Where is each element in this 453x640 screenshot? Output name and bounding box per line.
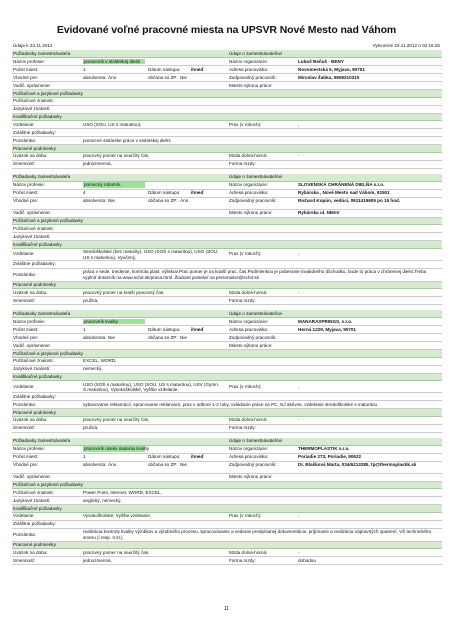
profession-row bbox=[12, 318, 442, 326]
profession-value: pracovník kvality bbox=[83, 319, 145, 325]
license-row bbox=[12, 474, 442, 482]
contract-value: pracovný pomer na neurčitý čas, bbox=[83, 549, 150, 555]
note-value: realizácia kontroly kvality výrobkov a výrobného procesu, spracovávanie a vedenie predpísanej dokumentácie, príjímanie a realizácia nápravných opatrení, VŠ technického smeru (i resp. II.st.) bbox=[83, 529, 432, 540]
special-row bbox=[12, 129, 442, 137]
pay-form-label: Forma mzdy: bbox=[229, 425, 256, 431]
count-row bbox=[12, 326, 442, 334]
pay-form-value: dohodou bbox=[298, 557, 316, 563]
count-row bbox=[12, 454, 442, 462]
special-label: Zvláštne požiadavky: bbox=[13, 521, 56, 527]
shift-row bbox=[12, 557, 442, 565]
language-label: Jazykové znalosti: bbox=[13, 497, 51, 503]
note-value: práca v sede, triedenie, kontrola plast. výliskov.Prac pomer je na kratší prac. čas.Podmienkou je poberanie invalidného dôchodku, bude to práca v chránenej dielni.Treba vyplniť dotazník na www.schd.sk/praca.html. Žiadosti posielať na personalne@schd.sk bbox=[83, 269, 427, 280]
computer-section-heading: Počítačové a jazykové požiadavky bbox=[12, 218, 442, 226]
computer-label: Počítačové znalosti: bbox=[13, 98, 54, 104]
contract-row bbox=[12, 549, 442, 557]
experience-value: , bbox=[298, 383, 300, 389]
start-date-label: Dátum nástupu: bbox=[148, 66, 181, 72]
education-label: Vzdelanie: bbox=[13, 121, 35, 127]
address-value: Poriadie 273, Poriadie, 90622 bbox=[298, 454, 362, 460]
license-row bbox=[12, 342, 442, 350]
created-date: Vytvorené 23.11.2012 o 02:16:25 bbox=[372, 43, 440, 48]
contract-label: Úväzok na dobu: bbox=[13, 153, 48, 159]
graduate-label: absolventa: bbox=[83, 74, 107, 80]
profession-label: Názov profesie: bbox=[13, 318, 45, 324]
address-value: Horná 1229, Myjava, 90701 bbox=[298, 326, 356, 332]
computer-row bbox=[12, 98, 442, 106]
education-row bbox=[12, 121, 442, 129]
employer-requirements-heading: Požiadavky zamestnávateľa bbox=[13, 174, 71, 180]
suitable-row bbox=[12, 74, 442, 82]
note-label: Poznámka: bbox=[13, 271, 36, 277]
pay-form-label: Forma mzdy: bbox=[229, 297, 256, 303]
education-value: Stredoškolské (bez maturity), USO (SOŠ s maturitou), USO (SOU, US s maturitou), Vyučený, bbox=[83, 249, 219, 260]
graduate-value: Nie bbox=[108, 334, 115, 340]
conditions-section-heading: Pracovné podmienky bbox=[12, 282, 442, 290]
disabled-label: občana so ZP: bbox=[148, 334, 178, 340]
start-date-value: ihneď bbox=[191, 190, 204, 196]
job-record bbox=[12, 174, 442, 306]
organization-label: Názov organizácie: bbox=[229, 58, 269, 64]
profession-label: Názov profesie: bbox=[13, 446, 45, 452]
qualification-section-heading: Kvalifikačné požiadavky bbox=[12, 505, 442, 513]
computer-row bbox=[12, 358, 442, 366]
contact-label: Zodpovedný pracovník: bbox=[229, 74, 277, 80]
contact-label: Zodpovedný pracovník: bbox=[229, 462, 277, 468]
disabled-value: Áno bbox=[180, 198, 189, 204]
computer-row bbox=[12, 225, 442, 233]
address-label: Adresa pracoviska: bbox=[229, 66, 269, 72]
graduate-value: Áno bbox=[108, 462, 117, 468]
language-label: Jazykové znalosti: bbox=[13, 106, 51, 112]
computer-label: Počítačové znalosti: bbox=[13, 358, 54, 364]
organization-value: THERMOPLASTIK s.r.o. bbox=[298, 446, 350, 452]
profession-label: Názov profesie: bbox=[13, 58, 45, 64]
education-row bbox=[12, 513, 442, 521]
qualification-section-heading: Kvalifikačné požiadavky bbox=[12, 241, 442, 249]
computer-value: Power Point, Internet, WORD, EXCEL, bbox=[83, 489, 162, 495]
experience-label: Prax (v rokoch): bbox=[229, 251, 262, 257]
computer-label: Počítačové znalosti: bbox=[13, 489, 54, 495]
disabled-value: Nie bbox=[180, 334, 187, 340]
address-label: Adresa pracoviska: bbox=[229, 190, 269, 196]
language-row bbox=[12, 106, 442, 114]
shift-label: Smennosť: bbox=[13, 425, 36, 431]
conditions-section-heading: Pracovné podmienky bbox=[12, 145, 442, 153]
qualification-section-heading: Kvalifikačné požiadavky bbox=[12, 114, 442, 122]
job-record bbox=[12, 50, 442, 169]
salary-label: Mzda dolná-horná: bbox=[229, 417, 268, 423]
organization-value: Luboš Beňuš - BENY bbox=[298, 58, 344, 64]
experience-value: , bbox=[298, 251, 300, 257]
suitable-label: Vhodné pre: bbox=[13, 74, 39, 80]
suitable-label: Vhodné pre: bbox=[13, 462, 39, 468]
graduate-label: absolventa: bbox=[83, 462, 107, 468]
organization-label: Názov organizácie: bbox=[229, 446, 269, 452]
contract-row bbox=[12, 289, 442, 297]
computer-value: EXCEL, WORD, bbox=[83, 358, 117, 364]
employer-requirements-heading: Požiadavky zamestnávateľa bbox=[13, 438, 71, 444]
experience-value: , bbox=[298, 513, 300, 519]
count-label: Počet miest: bbox=[13, 190, 39, 196]
graduate-value: Nie bbox=[108, 198, 115, 204]
shift-row bbox=[12, 425, 442, 433]
employer-info-heading: Údaje o zamestnávateľovi bbox=[229, 438, 282, 444]
pay-form-label: Forma mzdy: bbox=[229, 161, 256, 167]
license-row bbox=[12, 210, 442, 218]
computer-section-heading: Počítačové a jazykové požiadavky bbox=[12, 90, 442, 98]
profession-row bbox=[12, 182, 442, 190]
education-row bbox=[12, 381, 442, 393]
record-header bbox=[12, 310, 442, 318]
record-header bbox=[12, 174, 442, 182]
special-label: Zvláštne požiadavky: bbox=[13, 393, 56, 399]
page-number: 11 bbox=[223, 606, 230, 612]
disabled-value: Nie bbox=[180, 462, 187, 468]
shift-value: jednozmenná, bbox=[83, 161, 112, 167]
count-label: Počet miest: bbox=[13, 326, 39, 332]
shift-value: pružná, bbox=[83, 297, 99, 303]
graduate-value: Áno bbox=[108, 74, 117, 80]
start-date-value: ihneď bbox=[191, 454, 204, 460]
contract-label: Úväzok na dobu: bbox=[13, 417, 48, 423]
profession-value: pomocný robotník bbox=[83, 182, 145, 188]
organization-value: MANARASPRINGS, s.r.o. bbox=[298, 318, 353, 324]
conditions-section-heading: Pracovné podmienky bbox=[12, 542, 442, 550]
start-date-label: Dátum nástupu: bbox=[148, 326, 181, 332]
contract-value: pracovný pomer na kratší pracovný čas, bbox=[83, 289, 165, 295]
workplace-label: Miesto výkonu práce: bbox=[229, 82, 273, 88]
pay-form-label: Forma mzdy: bbox=[229, 557, 256, 563]
profession-label: Názov profesie: bbox=[13, 182, 45, 188]
education-value: USO (SOU, US s maturitou), bbox=[83, 121, 142, 127]
note-value: vybavovanie reklamácií, spracovanie reklamácií, prax v odbore 1-2 roky, ovládanie práce na PC, NJ aktívne, vzdelanie stredoškolské s maturitou bbox=[83, 401, 378, 407]
special-label: Zvláštne požiadavky: bbox=[13, 261, 56, 267]
contract-label: Úväzok na dobu: bbox=[13, 289, 48, 295]
profession-value: pracovník úseku riadenia kvality bbox=[84, 446, 150, 452]
shift-row bbox=[12, 161, 442, 169]
suitable-row bbox=[12, 462, 442, 474]
count-value: 1 bbox=[83, 326, 86, 332]
contract-value: pracovný pomer na neurčitý čas, bbox=[83, 153, 150, 159]
note-row bbox=[12, 137, 442, 145]
salary-value: - bbox=[298, 153, 300, 159]
count-row bbox=[12, 66, 442, 74]
start-date-value: ihneď bbox=[191, 66, 204, 72]
organization-value: SLOVENSKÁ CHRÁNENÁ DIELŇA s.r.o. bbox=[298, 182, 385, 188]
start-date-label: Dátum nástupu: bbox=[148, 190, 181, 196]
salary-value: - bbox=[298, 289, 300, 295]
address-label: Adresa pracoviska: bbox=[229, 326, 269, 332]
experience-label: Prax (v rokoch): bbox=[229, 121, 262, 127]
disabled-value: Nie bbox=[180, 74, 187, 80]
page-title: Evidované voľné pracovné miesta na UPSVR Nové Mesto nad Váhom bbox=[56, 24, 397, 36]
job-record bbox=[12, 438, 442, 566]
employer-requirements-heading: Požiadavky zamestnávateľa bbox=[13, 310, 71, 316]
experience-label: Prax (v rokoch): bbox=[229, 383, 262, 389]
note-value: pomocné stolárske práce v stolárskej dielni bbox=[83, 137, 171, 143]
note-label: Poznámka: bbox=[13, 401, 36, 407]
note-label: Poznámka: bbox=[13, 137, 36, 143]
conditions-section-heading: Pracovné podmienky bbox=[12, 409, 442, 417]
salary-label: Mzda dolná-horná: bbox=[229, 289, 268, 295]
suitable-label: Vhodné pre: bbox=[13, 334, 39, 340]
salary-value: - bbox=[298, 549, 300, 555]
note-row bbox=[12, 529, 442, 542]
suitable-label: Vhodné pre: bbox=[13, 198, 39, 204]
language-value: nemecký, bbox=[83, 366, 103, 372]
education-label: Vzdelanie: bbox=[13, 251, 35, 257]
profession-value: pomocník v stolárskej dielni bbox=[83, 59, 145, 65]
job-record bbox=[12, 310, 442, 433]
shift-value: jednozmenná, bbox=[83, 557, 112, 563]
salary-label: Mzda dolná-horná: bbox=[229, 549, 268, 555]
workplace-label: Miesto výkonu práce: bbox=[229, 342, 273, 348]
license-label: Vodič. oprávnenie: bbox=[13, 342, 51, 348]
contact-value: Dr. Blašková Marta, 034/6213285, tp@thermoplastik.sk bbox=[298, 462, 417, 468]
count-value: 4 bbox=[83, 190, 86, 196]
record-header bbox=[12, 438, 442, 446]
license-label: Vodič. oprávnenie: bbox=[13, 82, 51, 88]
education-label: Vzdelanie: bbox=[13, 383, 35, 389]
organization-label: Názov organizácie: bbox=[229, 318, 269, 324]
education-label: Vzdelanie: bbox=[13, 513, 35, 519]
count-label: Počet miest: bbox=[13, 66, 39, 72]
shift-label: Smennosť: bbox=[13, 161, 36, 167]
start-date-label: Dátum nástupu: bbox=[148, 454, 181, 460]
language-label: Jazykové znalosti: bbox=[13, 233, 51, 239]
special-row bbox=[12, 521, 442, 529]
graduate-label: absolventa: bbox=[83, 334, 107, 340]
shift-label: Smennosť: bbox=[13, 557, 36, 563]
special-row bbox=[12, 261, 442, 269]
note-row bbox=[12, 401, 442, 409]
disabled-label: občana so ZP: bbox=[148, 198, 178, 204]
disabled-label: občana so ZP: bbox=[148, 74, 178, 80]
contract-value: pracovný pomer na neurčitý čas, bbox=[83, 417, 150, 423]
computer-section-heading: Počítačové a jazykové požiadavky bbox=[12, 482, 442, 490]
shift-row bbox=[12, 297, 442, 305]
job-records bbox=[12, 50, 442, 570]
shift-label: Smennosť: bbox=[13, 297, 36, 303]
contact-label: Zodpovedný pracovník: bbox=[229, 198, 277, 204]
education-value: Vysokoškolské, Vyššie vzdelanie, bbox=[83, 513, 152, 519]
contract-row bbox=[12, 417, 442, 425]
graduate-label: absolventa: bbox=[83, 198, 107, 204]
special-row bbox=[12, 393, 442, 401]
workplace-label: Miesto výkonu práce: bbox=[229, 210, 273, 216]
employer-info-heading: Údaje o zamestnávateľovi bbox=[229, 174, 282, 180]
address-value: Rybárska , Nové Mesto nad Váhom, 91501 bbox=[298, 190, 390, 196]
computer-section-heading: Počítačové a jazykové požiadavky bbox=[12, 350, 442, 358]
license-row bbox=[12, 82, 442, 90]
special-label: Zvláštne požiadavky: bbox=[13, 129, 56, 135]
contract-row bbox=[12, 153, 442, 161]
record-header bbox=[12, 50, 442, 58]
language-value: anglický, nemecký, bbox=[83, 497, 122, 503]
employer-info-heading: Údaje o zamestnávateľovi bbox=[229, 50, 282, 56]
salary-label: Mzda dolná-horná: bbox=[229, 153, 268, 159]
language-label: Jazykové znalosti: bbox=[13, 366, 51, 372]
address-value: Novomestská 6, Myjava, 90701 bbox=[298, 66, 365, 72]
education-value: USO (SOŠ s maturitou), USO (SOU, US s maturitou), USV (Gymn. S maturitou), Vysokoškolské, Vyššie vzdelanie, bbox=[83, 381, 220, 393]
count-value: 1 bbox=[83, 454, 86, 460]
workplace-label: Miesto výkonu práce: bbox=[229, 474, 273, 480]
computer-row bbox=[12, 489, 442, 497]
contact-label: Zodpovedný pracovník: bbox=[229, 334, 277, 340]
employer-requirements-heading: Požiadavky zamestnávateľa bbox=[13, 50, 71, 56]
contact-value: Richard Kopún, vedúci, 0911415605 po 15 hod. bbox=[298, 198, 401, 204]
experience-label: Prax (v rokoch): bbox=[229, 513, 262, 519]
organization-label: Názov organizácie: bbox=[229, 182, 269, 188]
license-label: Vodič. oprávnenie: bbox=[13, 474, 51, 480]
suitable-row bbox=[12, 334, 442, 342]
note-label: Poznámka: bbox=[13, 531, 36, 537]
salary-value: - bbox=[298, 417, 300, 423]
language-row bbox=[12, 497, 442, 505]
count-value: 1 bbox=[83, 66, 86, 72]
language-row bbox=[12, 233, 442, 241]
shift-value: pružná, bbox=[83, 425, 99, 431]
address-label: Adresa pracoviska: bbox=[229, 454, 269, 460]
language-row bbox=[12, 366, 442, 374]
disabled-label: občana so ZP: bbox=[148, 462, 178, 468]
data-date: Údaje k 23.11.2012 bbox=[13, 43, 53, 48]
suitable-row bbox=[12, 198, 442, 210]
note-row bbox=[12, 269, 442, 282]
license-label: Vodič. oprávnenie: bbox=[13, 210, 51, 216]
profession-row bbox=[12, 446, 442, 454]
contact-value: Miroslav Žabka, 0908210310 bbox=[298, 74, 360, 80]
start-date-value: ihneď bbox=[191, 326, 204, 332]
education-row bbox=[12, 249, 442, 261]
count-label: Počet miest: bbox=[13, 454, 39, 460]
workplace-value: Rybárska ul. NMnV bbox=[298, 210, 340, 216]
computer-label: Počítačové znalosti: bbox=[13, 225, 54, 231]
count-row bbox=[12, 190, 442, 198]
profession-row bbox=[12, 58, 442, 66]
experience-value: , bbox=[298, 121, 300, 127]
contract-label: Úväzok na dobu: bbox=[13, 549, 48, 555]
employer-info-heading: Údaje o zamestnávateľovi bbox=[229, 310, 282, 316]
qualification-section-heading: Kvalifikačné požiadavky bbox=[12, 374, 442, 382]
